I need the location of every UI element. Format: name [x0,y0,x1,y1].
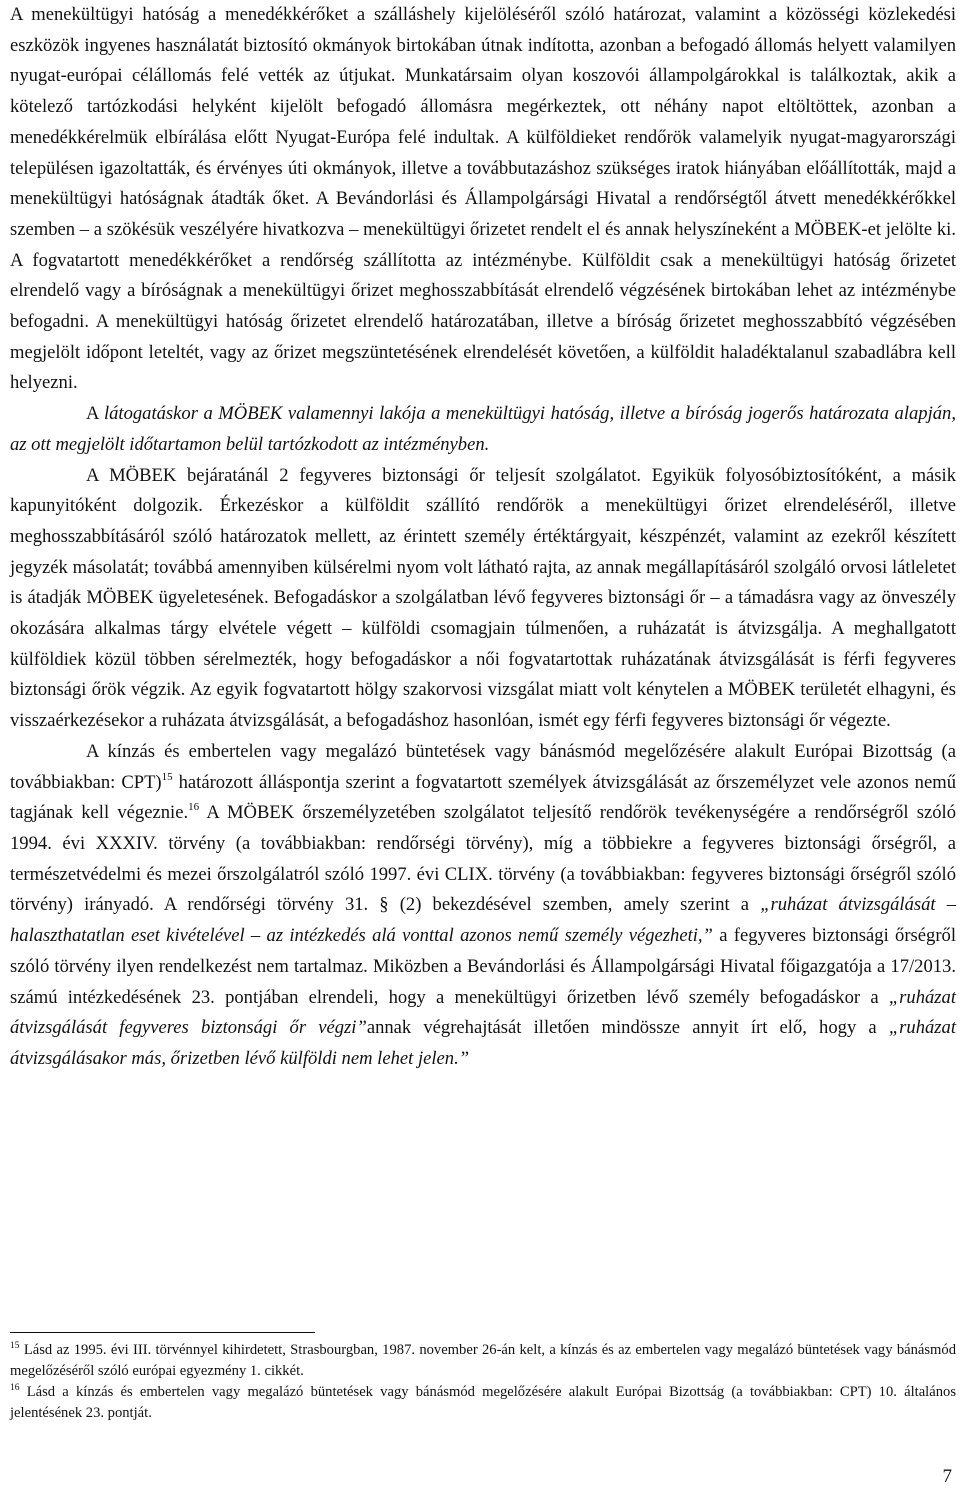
footnote-text: Lásd az 1995. évi III. törvénnyel kihirdetett, Strasbourgban, 1987. november 26-án kelt, a kínzás és az embertelen vagy megalázó büntetések vagy bánásmód megelőzéséről szóló európai egyezmény 1. cikkét. [10,1342,956,1379]
document-body [10,0,956,1075]
paragraph-4-quote-1: „ruházat átvizsgálását – halaszthatatlan eset kivételével – az intézkedés alá vonttal azonos nemű személy végezheti,” [10,894,957,947]
footnote-text: Lásd a kínzás és embertelen vagy megalázó büntetések vagy bánásmód megelőzésére alakult Európai Bizottság (a továbbiakban: CPT) 10. általános jelentésének 23. pontját. [10,1384,956,1421]
footnote-15 [10,1340,956,1382]
paragraph-4-quote-2: „ruházat átvizsgálását fegyveres biztonsági őr végzi” [10,986,956,1039]
paragraph-4-part-a: A kínzás és embertelen vagy megalázó büntetések vagy bánásmód megelőzésére alakult Európai Bizottság (a továbbiakban: CPT) [10,740,956,793]
paragraph-4 [10,737,956,1075]
footnotes [10,1340,956,1424]
paragraph-1: A menekültügyi hatóság a menedékkérőket a szálláshely kijelöléséről szóló határozat, valamint a közösségi közlekedési eszközök ingyenes használatát biztosító okmányok birtokában útnak indította, azonban a befogadó állomás helyett valamilyen nyugat-európai célállomás felé vették az útjukat. Munkatársaim olyan koszovói állampolgárokkal is találkoztak, akik a kötelező tartózkodási helyként kijelölt befogadó állomásra megérkeztek, ott néhány napot eltöltöttek, azonban a menedékkérelmük elbírálása előtt Nyugat-Európa felé indultak. A külföldieket rendőrök valamelyik nyugat-magyarországi településen igazoltatták, és érvényes úti okmányok, illetve a továbbutazáshoz szükséges iratok hiányában előállították, majd a menekültügyi hatóságnak átadták őket. A Bevándorlási és Állampolgársági Hivatal a rendőrségtől átvett menedékkérőkkel szemben – a szökésük veszélyére hivatkozva – menekültügyi őrizetet rendelt el és annak helyszíneként a MÖBEK-et jelölte ki. A fogvatartott menedékkérőket a rendőrség szállította az intézménybe. Külföldit csak a menekültügyi hatóság őrizetet elrendelő vagy a bíróságnak a menekültügyi őrizet meghosszabbítását elrendelő végzésének birtokában lehet az intézménybe befogadni. A menekültügyi hatóság őrizetet elrendelő határozatában, illetve a bíróság őrizetet meghosszabbító végzésében megjelölt időpont leteltét, vagy az őrizet megszüntetésének elrendelését követően, a külföldit haladéktalanul szabadlábra kell helyezni. [10,4,956,394]
paragraph-4-quote-3: „ruházat átvizsgálásakor más, őrizetben lévő külföldi nem lehet jelen.” [10,1017,956,1069]
paragraph-2-italic: látogatáskor a MÖBEK valamennyi lakója a menekültügyi hatóság, illetve a bíróság jogerős határozata alapján, az ott megjelölt időtartamon belül tartózkodott az intézményben. [10,403,956,455]
footnote-ref-16[interactable]: 16 [188,801,200,814]
footnote-separator [10,1332,315,1333]
paragraph-3: A MÖBEK bejáratánál 2 fegyveres biztonsági őr teljesít szolgálatot. Egyikük folyosóbiztosítóként, a másik kapunyitóként dolgozik. Érkezéskor a külföldit szállító rendőrök a menekültügyi őrizet elrendeléséről, illetve meghosszabbításáról szóló határozatok mellett, az érintett személy értéktárgyait, készpénzét, valamint az ezekről készített jegyzék másolatát; továbbá amennyiben külsérelmi nyom volt látható rajta, az annak megállapításáról szolgáló orvosi látleletet is átadják MÖBEK ügyeletesének. Befogadáskor a szolgálatban lévő fegyveres biztonsági őr – a támadásra vagy az önveszély okozására alkalmas tárgy elvétele végett – külföldi csomagjain túlmenően, a ruházatát is átvizsgálja. A meghallgatott külföldiek közül többen sérelmezték, hogy befogadáskor a női fogvatartottak ruházatának átvizsgálását is férfi fegyveres biztonsági őrök végzik. Az egyik fogvatartott hölgy szakorvosi vizsgálat miatt volt kénytelen a MÖBEK területét elhagyni, és visszaérkezésekor a ruházata átvizsgálását, a befogadáshoz hasonlóan, ismét egy férfi fegyveres biztonsági őr végezte. [10,464,956,732]
footnote-16 [10,1382,956,1424]
page-number: 7 [942,1466,952,1487]
footnote-number: 16 [10,1383,20,1393]
paragraph-2-lead: A [86,403,104,425]
paragraph-4-part-e: annak végrehajtását illetően mindössze annyit írt elő, hogy a [366,1017,889,1039]
footnote-number: 15 [10,1341,20,1351]
paragraph-4-part-b: határozott álláspontja szerint a fogvatartott személyek átvizsgálását az őrszemélyzet vele azonos nemű tagjának kell végeznie. [10,771,956,824]
paragraph-4-part-d: a fegyveres biztonsági őrségről szóló törvény ilyen rendelkezést nem tartalmaz. Miközben a Bevándorlási és Állampolgársági Hivatal főigazgatója a 17/2013. számú intézkedésének 23. pontjában elrendeli, hogy a menekültügyi őrizetben lévő személy befogadáskor a [10,925,956,1008]
paragraph-4-part-c: A MÖBEK őrszemélyzetében szolgálatot teljesítő rendőrök tevékenységére a rendőrségről szóló 1994. évi XXXIV. törvény (a továbbiakban: rendőrségi törvény), míg a többiekre a fegyveres biztonsági őrségről, a természetvédelmi és mezei őrszolgálatról szóló 1997. évi CLIX. törvény (a továbbiakban: fegyveres biztonsági őrségről szóló törvény) irányadó. A rendőrségi törvény 31. § (2) bekezdésével szemben, amely szerint a [10,802,956,916]
footnote-ref-15[interactable]: 15 [161,770,173,783]
paragraph-2 [10,399,956,460]
